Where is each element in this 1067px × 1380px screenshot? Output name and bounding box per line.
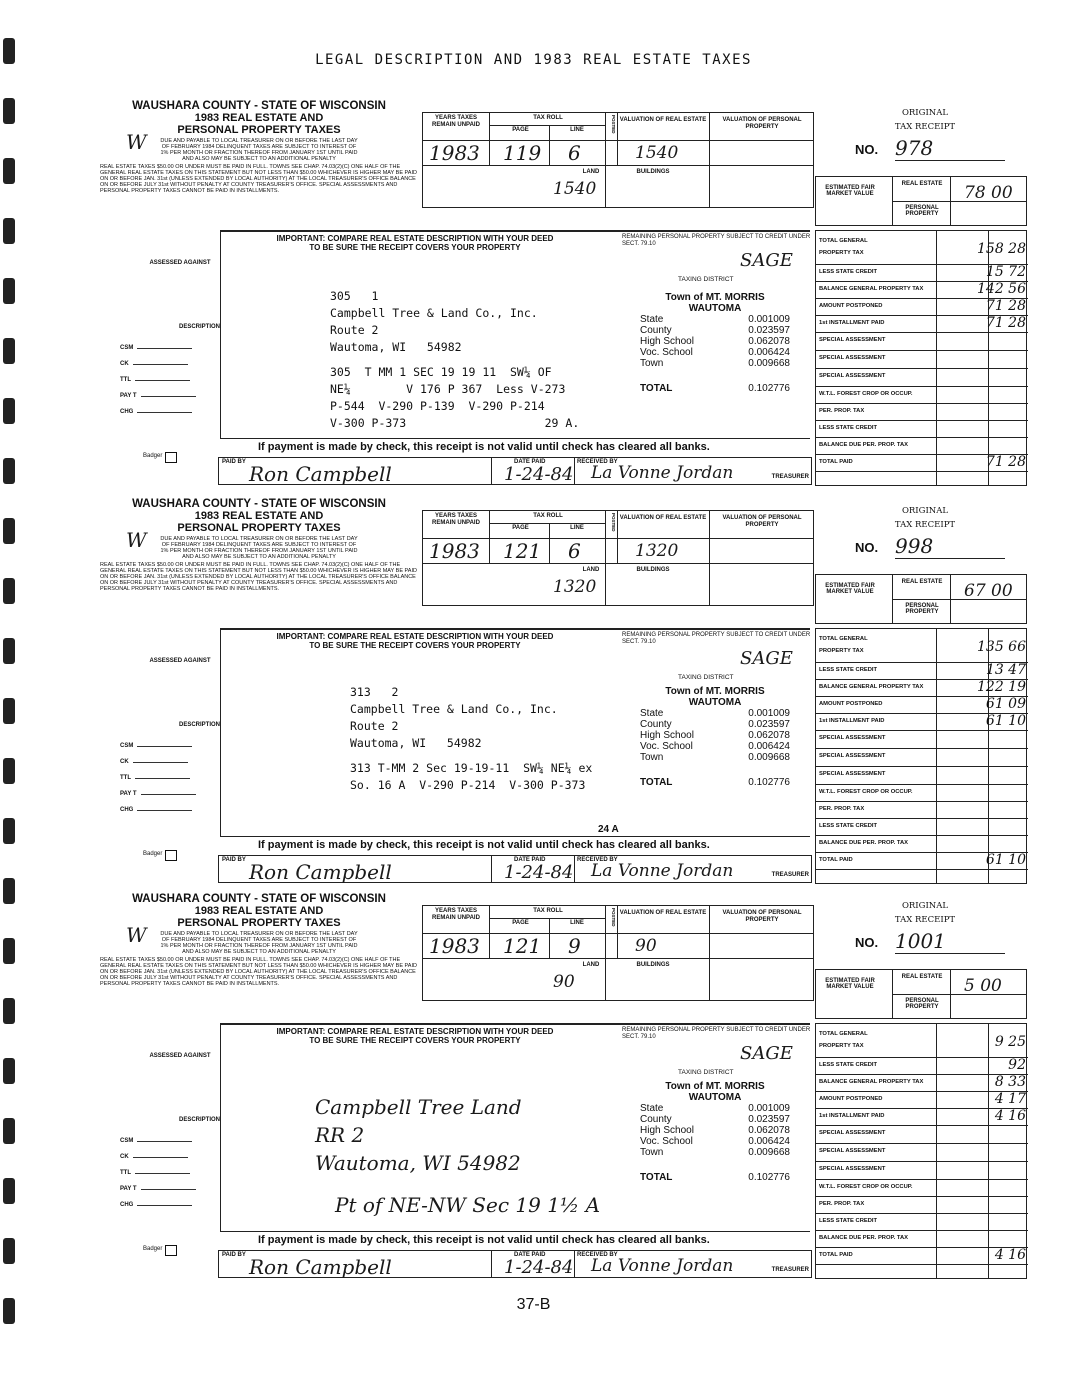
received-by-label: RECEIVED BY: [577, 1252, 618, 1258]
page-label: PAGE: [512, 127, 529, 133]
binder-hole: [3, 758, 15, 784]
real-estate-label: REAL ESTATE: [901, 974, 943, 980]
paid-by-signature: Ron Campbell: [249, 860, 392, 884]
tax-line: 1983 REAL ESTATE AND: [194, 112, 324, 124]
tax-grid-row: SPECIAL ASSESSMENT: [816, 1126, 1028, 1144]
years-unpaid-label: YEARS TAXES REMAIN UNPAID: [432, 115, 480, 128]
date-paid-value: 1-24-84: [504, 862, 574, 883]
tax-receipt-label: TAX RECEIPT: [894, 122, 956, 132]
real-estate-label: REAL ESTATE: [901, 579, 943, 585]
left-field-3: PAY T: [120, 393, 220, 399]
description-label: DESCRIPTION: [178, 324, 220, 330]
tax-grid-value: 71 28: [985, 454, 1026, 470]
received-by-signature: La Vonne Jordan: [591, 861, 734, 881]
valuation-value: 1320: [635, 541, 679, 561]
original-label: ORIGINAL: [901, 108, 949, 118]
handwritten-marker: W: [126, 130, 147, 154]
tax-roll-box: [422, 905, 814, 1001]
tax-grid-row: TOTAL GENERAL PROPERTY TAX 158 28: [816, 231, 1028, 265]
check-notice: If payment is made by check, this receipt is not valid until check has cleared all banks.: [258, 839, 710, 851]
line-label: LINE: [570, 525, 584, 531]
left-field-0: CSM: [120, 345, 220, 351]
year-value: 1983: [429, 934, 480, 958]
tax-grid-value: 9 25: [994, 1034, 1026, 1050]
tax-receipt: [100, 498, 1030, 883]
fair-real-estate-value: 67 00: [964, 581, 1013, 601]
tax-grid-value: 92: [1008, 1057, 1026, 1073]
taxing-district: [640, 686, 790, 788]
fair-market-box: [815, 574, 1027, 624]
binder-hole: [3, 578, 15, 604]
personal-property-label: PERSONAL PROPERTY: [905, 998, 939, 1010]
page-value: 119: [503, 141, 542, 165]
rate-row: High School 0.062078: [640, 730, 790, 741]
taxing-district-label: TAXING DISTRICT: [678, 276, 734, 283]
binder-hole: [3, 698, 15, 724]
receipt-no-label: NO.: [855, 935, 879, 950]
tax-grid-row: BALANCE DUE PER. PROP. TAX: [816, 1231, 1028, 1248]
tax-grid-row: TOTAL GENERAL PROPERTY TAX 9 25: [816, 1024, 1028, 1058]
tax-grid-row: 1st INSTALLMENT PAID 71 28: [816, 316, 1028, 333]
rate-total-row: TOTAL 0.102776: [640, 1172, 790, 1183]
description-line: 305 T MM 1 SEC 19 19 11 SW¼ OF: [330, 365, 552, 379]
buildings-label: BUILDINGS: [636, 567, 670, 573]
land-label: LAND: [582, 567, 600, 573]
binder-hole: [3, 878, 15, 904]
tax-grid-row: W.T.L. FOREST CROP OR OCCUP.: [816, 785, 1028, 802]
rate-total-row: TOTAL 0.102776: [640, 777, 790, 788]
tax-grid-row: TOTAL PAID 71 28: [816, 455, 1028, 472]
county-line: WAUSHARA COUNTY - STATE OF WISCONSIN: [132, 893, 386, 905]
rate-row: County 0.023597: [640, 325, 790, 336]
important-notice: IMPORTANT: COMPARE REAL ESTATE DESCRIPTION WITH YOUR DEED TO BE SURE THE RECEIPT COVERS YOUR PROPERTY: [276, 1027, 554, 1045]
description-line: NE¼ V 176 P 367 Less V-273: [330, 382, 566, 396]
binder-hole: [3, 518, 15, 544]
fair-market-label: ESTIMATED FAIR MARKET VALUE: [825, 583, 875, 595]
line-label: LINE: [570, 920, 584, 926]
paid-by-label: PAID BY: [222, 1252, 246, 1258]
tax-grid-row: AMOUNT POSTPONED 61 09: [816, 697, 1028, 714]
binder-hole: [3, 158, 15, 184]
tax-grid-row: PER. PROP. TAX: [816, 404, 1028, 421]
received-by-signature: La Vonne Jordan: [591, 463, 734, 483]
property-description: [315, 1093, 600, 1223]
binder-hole: [3, 818, 15, 844]
buildings-label: BUILDINGS: [636, 962, 670, 968]
original-label: ORIGINAL: [901, 506, 949, 516]
left-field-1: CK: [120, 1154, 220, 1160]
property-description: [330, 288, 579, 432]
assessed-against-label: ASSESSED AGAINST: [149, 1053, 211, 1059]
county-header: [100, 893, 418, 987]
check-notice: If payment is made by check, this receipt is not valid until check has cleared all banks.: [258, 441, 710, 453]
tax-grid-row: SPECIAL ASSESSMENT: [816, 333, 1028, 351]
rate-row: High School 0.062078: [640, 336, 790, 347]
year-value: 1983: [429, 141, 480, 165]
tax-receipt: [100, 100, 1030, 485]
tax-grid-value: 13 47: [985, 662, 1026, 678]
date-paid-label: DATE PAID: [514, 459, 546, 465]
valuation-pp-label: VALUATION OF PERSONAL PROPERTY: [722, 515, 802, 528]
printer-logo: Badger: [140, 850, 177, 861]
district-code: SAGE: [740, 1043, 793, 1064]
left-field-0: CSM: [120, 743, 220, 749]
tax-summary-grid: [815, 1023, 1027, 1279]
description-line: RR 2: [315, 1123, 365, 1147]
fair-market-box: [815, 176, 1027, 226]
rate-row: Voc. School 0.006424: [640, 347, 790, 358]
tax-grid-row: BALANCE GENERAL PROPERTY TAX 122 19: [816, 680, 1028, 697]
valuation-value: 1540: [635, 143, 679, 163]
description-line: Campbell Tree & Land Co., Inc.: [350, 702, 558, 716]
tax-grid-row: PER. PROP. TAX: [816, 802, 1028, 819]
left-field-2: TTL: [120, 775, 220, 781]
left-field-4: CHG: [120, 409, 220, 415]
tax-grid-row: BALANCE GENERAL PROPERTY TAX 142 56: [816, 282, 1028, 299]
posted-label: POSTED: [611, 908, 616, 927]
line-value: 9: [568, 934, 581, 958]
treasurer-label: TREASURER: [771, 872, 809, 878]
valuation-pp-label: VALUATION OF PERSONAL PROPERTY: [722, 117, 802, 130]
binder-hole: [3, 1238, 15, 1264]
page-value: 121: [503, 539, 542, 563]
tax-grid-row: LESS STATE CREDIT 92: [816, 1058, 1028, 1075]
description-line: Wautoma, WI 54982: [315, 1151, 521, 1175]
tax-grid-row: BALANCE DUE PER. PROP. TAX: [816, 438, 1028, 455]
tax-grid-value: 61 10: [985, 713, 1026, 729]
rate-row: State 0.001009: [640, 1103, 790, 1114]
paid-by-label: PAID BY: [222, 459, 246, 465]
rate-row: State 0.001009: [640, 314, 790, 325]
district-code: SAGE: [740, 250, 793, 271]
assessed-against-label: ASSESSED AGAINST: [149, 260, 211, 266]
taxing-district-label: TAXING DISTRICT: [678, 1069, 734, 1076]
rate-row: County 0.023597: [640, 1114, 790, 1125]
paid-by-label: PAID BY: [222, 857, 246, 863]
buildings-label: BUILDINGS: [636, 169, 670, 175]
tax-grid-row: 1st INSTALLMENT PAID 61 10: [816, 714, 1028, 731]
payment-row: [218, 855, 812, 883]
land-value: 90: [553, 972, 575, 992]
valuation-re-label: VALUATION OF REAL ESTATE: [619, 910, 707, 916]
tax-receipt-label: TAX RECEIPT: [894, 520, 956, 530]
tax-grid-value: 4 16: [994, 1108, 1026, 1124]
fair-real-estate-value: 5 00: [964, 976, 1002, 996]
binder-hole: [3, 338, 15, 364]
binder-hole: [3, 458, 15, 484]
remaining-pp-label: REMAINING PERSONAL PROPERTY SUBJECT TO CREDIT UNDER SECT. 79.10: [622, 632, 811, 645]
tax-grid-row: BALANCE GENERAL PROPERTY TAX 8 33: [816, 1075, 1028, 1092]
line-value: 6: [568, 141, 581, 165]
date-paid-label: DATE PAID: [514, 857, 546, 863]
rate-total-row: TOTAL 0.102776: [640, 383, 790, 394]
rate-row: Town 0.009668: [640, 358, 790, 369]
important-notice: IMPORTANT: COMPARE REAL ESTATE DESCRIPTION WITH YOUR DEED TO BE SURE THE RECEIPT COVERS YOUR PROPERTY: [276, 632, 554, 650]
tax-grid-value: 142 56: [977, 281, 1026, 297]
remaining-pp-label: REMAINING PERSONAL PROPERTY SUBJECT TO CREDIT UNDER SECT. 79.10: [622, 234, 811, 247]
district-name: Town of MT. MORRIS: [665, 686, 765, 697]
tax-grid-value: 135 66: [977, 639, 1026, 655]
binder-hole: [3, 638, 15, 664]
tax-line: 1983 REAL ESTATE AND: [194, 510, 324, 522]
date-paid-value: 1-24-84: [504, 1257, 574, 1278]
left-field-2: TTL: [120, 1170, 220, 1176]
binder-hole: [3, 278, 15, 304]
remaining-pp-label: REMAINING PERSONAL PROPERTY SUBJECT TO CREDIT UNDER SECT. 79.10: [622, 1027, 811, 1040]
description-line: 313 T-MM 2 Sec 19-19-11 SW¼ NE¼ ex: [350, 761, 593, 775]
tax-grid-row: LESS STATE CREDIT 13 47: [816, 663, 1028, 680]
tax-grid-row: TOTAL PAID 4 16: [816, 1248, 1028, 1265]
payment-row: [218, 457, 812, 485]
tax-roll-label: TAX ROLL: [533, 115, 563, 121]
district-name-2: WAUTOMA: [688, 303, 742, 314]
receipt-no-label: NO.: [855, 142, 879, 157]
tax-summary-grid: [815, 628, 1027, 884]
tax-grid-value: 8 33: [994, 1074, 1026, 1090]
due-text: DUE AND PAYABLE TO LOCAL TREASURER ON OR BEFORE THE LAST DAY OF FEBRUARY 1984 DELINQUENT TAXES ARE SUBJECT TO INTEREST OF 1% PER MONTH OR FRACTION THEREOF FROM JANUARY 1ST UNTIL PAID AND ALSO MAY BE SUBJECT TO AN ADDITIONAL PENALTY: [160, 536, 358, 560]
date-paid-label: DATE PAID: [514, 1252, 546, 1258]
description-line: Wautoma, WI 54982: [330, 340, 462, 354]
receipt-number: 978: [895, 136, 1005, 161]
binder-hole: [3, 1118, 15, 1144]
tax-line-2: PERSONAL PROPERTY TAXES: [177, 917, 341, 929]
tax-grid-value: 158 28: [977, 241, 1026, 257]
land-value: 1320: [553, 577, 597, 597]
tax-grid-value: 71 28: [985, 315, 1026, 331]
assessed-against-label: ASSESSED AGAINST: [149, 658, 211, 664]
personal-property-label: PERSONAL PROPERTY: [905, 205, 939, 217]
description-line: 305 1: [330, 289, 379, 303]
taxing-district: [640, 1081, 790, 1183]
description-line: Route 2: [330, 323, 379, 337]
handwritten-marker: W: [126, 528, 147, 552]
line-label: LINE: [570, 127, 584, 133]
tax-line-2: PERSONAL PROPERTY TAXES: [177, 124, 341, 136]
binder-hole: [3, 1178, 15, 1204]
tax-receipt-label: TAX RECEIPT: [894, 915, 956, 925]
land-value: 1540: [553, 179, 597, 199]
valuation-re-label: VALUATION OF REAL ESTATE: [619, 117, 707, 123]
tax-roll-label: TAX ROLL: [533, 513, 563, 519]
tax-grid-row: LESS STATE CREDIT: [816, 1214, 1028, 1231]
tax-roll-box: [422, 510, 814, 606]
binder-hole: [3, 1058, 15, 1084]
handwritten-marker: W: [126, 923, 147, 947]
tax-receipt: [100, 893, 1030, 1278]
binder-hole: [3, 218, 15, 244]
paid-by-signature: Ron Campbell: [249, 1255, 392, 1279]
important-notice: IMPORTANT: COMPARE REAL ESTATE DESCRIPTION WITH YOUR DEED TO BE SURE THE RECEIPT COVERS YOUR PROPERTY: [276, 234, 554, 252]
tax-grid-value: 15 72: [985, 264, 1026, 280]
left-field-2: TTL: [120, 377, 220, 383]
land-label: LAND: [582, 962, 600, 968]
county-header: [100, 100, 418, 194]
received-by-label: RECEIVED BY: [577, 459, 618, 465]
left-field-1: CK: [120, 759, 220, 765]
treasurer-label: TREASURER: [771, 1267, 809, 1273]
district-name-2: WAUTOMA: [688, 697, 742, 708]
years-unpaid-label: YEARS TAXES REMAIN UNPAID: [432, 513, 480, 526]
description-line: V-300 P-373 29 A.: [330, 416, 580, 430]
left-field-3: PAY T: [120, 1186, 220, 1192]
paid-by-signature: Ron Campbell: [249, 462, 392, 486]
description-line: Route 2: [350, 719, 399, 733]
description-label: DESCRIPTION: [178, 1117, 220, 1123]
taxing-district: [640, 292, 790, 394]
tax-grid-row: W.T.L. FOREST CROP OR OCCUP.: [816, 387, 1028, 404]
binder-hole: [3, 998, 15, 1024]
valuation-value: 90: [635, 936, 657, 956]
taxing-district-label: TAXING DISTRICT: [678, 674, 734, 681]
description-line: Pt of NE-NW Sec 19 1½ A: [335, 1193, 601, 1217]
left-field-0: CSM: [120, 1138, 220, 1144]
receipt-number: 1001: [895, 929, 1005, 954]
district-name: Town of MT. MORRIS: [665, 292, 765, 303]
binder-hole: [3, 98, 15, 124]
tax-roll-label: TAX ROLL: [533, 908, 563, 914]
fair-market-label: ESTIMATED FAIR MARKET VALUE: [825, 978, 875, 990]
tax-grid-row: SPECIAL ASSESSMENT: [816, 1162, 1028, 1180]
rate-row: State 0.001009: [640, 708, 790, 719]
posted-label: POSTED: [611, 513, 616, 532]
tax-grid-row: SPECIAL ASSESSMENT: [816, 749, 1028, 767]
valuation-pp-label: VALUATION OF PERSONAL PROPERTY: [722, 910, 802, 923]
fine-print: REAL ESTATE TAXES $50.00 OR UNDER MUST BE PAID IN FULL. TOWNS SEE CHAP. 74.03(2)(C) ONE HALF OF THE GENERAL REAL ESTATE TAXES ON THIS STATEMENT BUT NOT LESS THAN $50.00 WHICHEVER IS HIGHER MAY BE PAID ON OR BEFORE JAN. 31st (UNLESS EXTENDED BY LOCAL AUTHORITY) AT THE LOCAL TREASURER'S OFFICE BALANCE ON OR BEFORE JULY 31st WITHOUT PENALTY AT COUNTY TREASURER'S OFFICE. SPECIAL ASSESSMENTS AND PERSONAL PROPERTY TAXES CANNOT BE PAID IN INSTALLMENTS.: [100, 164, 417, 194]
description-line: So. 16 A V-290 P-214 V-300 P-373: [350, 778, 586, 792]
line-value: 6: [568, 539, 581, 563]
property-description: [350, 684, 592, 794]
printer-logo: Badger: [140, 1245, 177, 1256]
page-title: LEGAL DESCRIPTION AND 1983 REAL ESTATE TAXES: [315, 52, 752, 68]
tax-grid-row: TOTAL GENERAL PROPERTY TAX 135 66: [816, 629, 1028, 663]
received-by-signature: La Vonne Jordan: [591, 1256, 734, 1276]
rate-row: Voc. School 0.006424: [640, 741, 790, 752]
year-value: 1983: [429, 539, 480, 563]
left-field-4: CHG: [120, 807, 220, 813]
tax-grid-row: BALANCE DUE PER. PROP. TAX: [816, 836, 1028, 853]
tax-summary-grid: [815, 230, 1027, 486]
rate-row: County 0.023597: [640, 719, 790, 730]
years-unpaid-label: YEARS TAXES REMAIN UNPAID: [432, 908, 480, 921]
tax-grid-row: SPECIAL ASSESSMENT: [816, 767, 1028, 785]
page-value: 121: [503, 934, 542, 958]
rate-row: Voc. School 0.006424: [640, 1136, 790, 1147]
fair-market-box: [815, 969, 1027, 1019]
receipt-number: 998: [895, 534, 1005, 559]
tax-grid-row: W.T.L. FOREST CROP OR OCCUP.: [816, 1180, 1028, 1197]
tax-grid-row: LESS STATE CREDIT: [816, 421, 1028, 438]
tax-grid-value: 71 28: [985, 298, 1026, 314]
left-field-1: CK: [120, 361, 220, 367]
left-field-3: PAY T: [120, 791, 220, 797]
district-name-2: WAUTOMA: [688, 1092, 742, 1103]
description-line: P-544 V-290 P-139 V-290 P-214: [330, 399, 545, 413]
posted-label: POSTED: [611, 115, 616, 134]
tax-grid-row: AMOUNT POSTPONED 71 28: [816, 299, 1028, 316]
page-number: 37-B: [516, 1296, 551, 1313]
binder-hole: [3, 398, 15, 424]
tax-roll-box: [422, 112, 814, 208]
due-text: DUE AND PAYABLE TO LOCAL TREASURER ON OR BEFORE THE LAST DAY OF FEBRUARY 1984 DELINQUENT TAXES ARE SUBJECT TO INTEREST OF 1% PER MONTH OR FRACTION THEREOF FROM JANUARY 1ST UNTIL PAID AND ALSO MAY BE SUBJECT TO AN ADDITIONAL PENALTY: [160, 138, 358, 162]
tax-grid-value: 61 10: [985, 852, 1026, 868]
binder-hole: [3, 938, 15, 964]
personal-property-label: PERSONAL PROPERTY: [905, 603, 939, 615]
fair-real-estate-value: 78 00: [964, 183, 1013, 203]
description-line: Campbell Tree Land: [315, 1095, 522, 1119]
tax-grid-row: AMOUNT POSTPONED 4 17: [816, 1092, 1028, 1109]
page-label: PAGE: [512, 920, 529, 926]
description-label: DESCRIPTION: [178, 722, 220, 728]
valuation-re-label: VALUATION OF REAL ESTATE: [619, 515, 707, 521]
tax-grid-row: SPECIAL ASSESSMENT: [816, 351, 1028, 369]
page-label: PAGE: [512, 525, 529, 531]
tax-grid-value: 4 17: [994, 1091, 1026, 1107]
tax-grid-value: 122 19: [977, 679, 1026, 695]
tax-grid-row: SPECIAL ASSESSMENT: [816, 1144, 1028, 1162]
county-header: [100, 498, 418, 592]
tax-grid-row: TOTAL PAID 61 10: [816, 853, 1028, 870]
description-line: Wautoma, WI 54982: [350, 736, 482, 750]
fine-print: REAL ESTATE TAXES $50.00 OR UNDER MUST BE PAID IN FULL. TOWNS SEE CHAP. 74.03(2)(C) ONE HALF OF THE GENERAL REAL ESTATE TAXES ON THIS STATEMENT BUT NOT LESS THAN $50.00 WHICHEVER IS HIGHER MAY BE PAID ON OR BEFORE JAN. 31st (UNLESS EXTENDED BY LOCAL AUTHORITY) AT THE LOCAL TREASURER'S OFFICE BALANCE ON OR BEFORE JULY 31st WITHOUT PENALTY AT COUNTY TREASURER'S OFFICE. SPECIAL ASSESSMENTS AND PERSONAL PROPERTY TAXES CANNOT BE PAID IN INSTALLMENTS.: [100, 562, 417, 592]
printer-logo: Badger: [140, 452, 177, 463]
receipt-no-label: NO.: [855, 540, 879, 555]
district-code: SAGE: [740, 648, 793, 669]
payment-row: [218, 1250, 812, 1278]
original-label: ORIGINAL: [901, 901, 949, 911]
rate-row: Town 0.009668: [640, 752, 790, 763]
tax-grid-row: PER. PROP. TAX: [816, 1197, 1028, 1214]
description-line: 313 2: [350, 685, 399, 699]
rate-row: High School 0.062078: [640, 1125, 790, 1136]
tax-line: 1983 REAL ESTATE AND: [194, 905, 324, 917]
county-line: WAUSHARA COUNTY - STATE OF WISCONSIN: [132, 100, 386, 112]
treasurer-label: TREASURER: [771, 474, 809, 480]
description-line: Campbell Tree & Land Co., Inc.: [330, 306, 538, 320]
tax-grid-row: LESS STATE CREDIT: [816, 819, 1028, 836]
received-by-label: RECEIVED BY: [577, 857, 618, 863]
tax-grid-value: 61 09: [985, 696, 1026, 712]
tax-grid-row: SPECIAL ASSESSMENT: [816, 369, 1028, 387]
district-name: Town of MT. MORRIS: [665, 1081, 765, 1092]
county-line: WAUSHARA COUNTY - STATE OF WISCONSIN: [132, 498, 386, 510]
rate-row: Town 0.009668: [640, 1147, 790, 1158]
land-label: LAND: [582, 169, 600, 175]
real-estate-label: REAL ESTATE: [901, 181, 943, 187]
left-field-4: CHG: [120, 1202, 220, 1208]
tax-grid-value: 4 16: [994, 1247, 1026, 1263]
due-text: DUE AND PAYABLE TO LOCAL TREASURER ON OR BEFORE THE LAST DAY OF FEBRUARY 1984 DELINQUENT TAXES ARE SUBJECT TO INTEREST OF 1% PER MONTH OR FRACTION THEREOF FROM JANUARY 1ST UNTIL PAID AND ALSO MAY BE SUBJECT TO AN ADDITIONAL PENALTY: [160, 931, 358, 955]
fine-print: REAL ESTATE TAXES $50.00 OR UNDER MUST BE PAID IN FULL. TOWNS SEE CHAP. 74.03(2)(C) ONE HALF OF THE GENERAL REAL ESTATE TAXES ON THIS STATEMENT BUT NOT LESS THAN $50.00 WHICHEVER IS HIGHER MAY BE PAID ON OR BEFORE JAN. 31st (UNLESS EXTENDED BY LOCAL AUTHORITY) AT THE LOCAL TREASURER'S OFFICE BALANCE ON OR BEFORE JULY 31st WITHOUT PENALTY AT COUNTY TREASURER'S OFFICE. SPECIAL ASSESSMENTS AND PERSONAL PROPERTY TAXES CANNOT BE PAID IN INSTALLMENTS.: [100, 957, 417, 987]
acreage-note: 24 A: [598, 824, 619, 835]
binder-holes: [0, 0, 28, 1380]
fair-market-label: ESTIMATED FAIR MARKET VALUE: [825, 185, 875, 197]
tax-line-2: PERSONAL PROPERTY TAXES: [177, 522, 341, 534]
tax-grid-row: 1st INSTALLMENT PAID 4 16: [816, 1109, 1028, 1126]
check-notice: If payment is made by check, this receipt is not valid until check has cleared all banks.: [258, 1234, 710, 1246]
tax-grid-row: LESS STATE CREDIT 15 72: [816, 265, 1028, 282]
date-paid-value: 1-24-84: [504, 464, 574, 485]
tax-grid-row: SPECIAL ASSESSMENT: [816, 731, 1028, 749]
